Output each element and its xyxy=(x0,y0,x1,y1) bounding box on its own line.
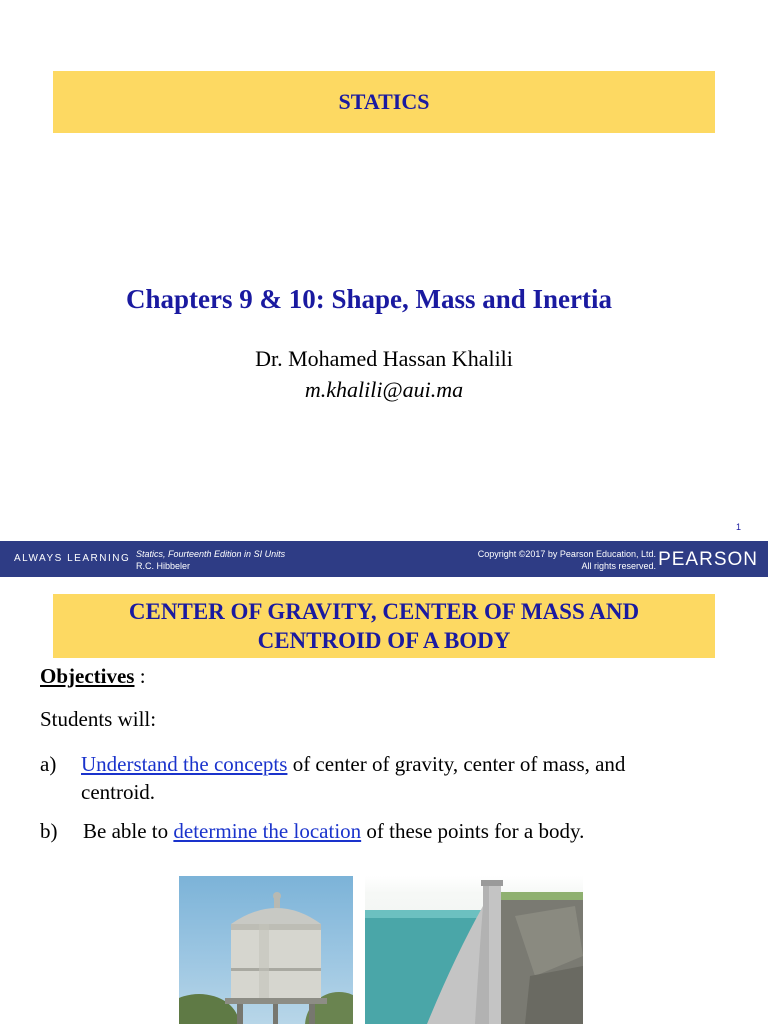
footer-book-info xyxy=(136,548,285,572)
item-a-marker: a) xyxy=(40,752,57,776)
section-heading xyxy=(129,597,639,655)
section-heading-bar xyxy=(53,594,715,658)
dam-illustration xyxy=(365,876,583,1024)
section-heading-line-2: CENTROID OF A BODY xyxy=(257,628,511,653)
dam-cross-section-illustration xyxy=(365,876,583,1024)
author-email[interactable]: m.khalili@aui.ma xyxy=(304,377,464,402)
item-a-rest: of center of gravity, center of mass, and centroid. xyxy=(81,752,626,804)
pearson-logo: PEARSON xyxy=(658,549,758,570)
chapter-title: Chapters 9 & 10: Shape, Mass and Inertia xyxy=(125,284,613,314)
water-tower-illustration xyxy=(179,876,353,1024)
footer-band xyxy=(0,541,768,577)
footer-copyright xyxy=(478,548,656,572)
course-title: STATICS xyxy=(338,89,430,114)
footer-book-title: Statics, Fourteenth Edition in SI Units xyxy=(136,549,286,559)
item-b-marker: b) xyxy=(40,819,58,843)
understand-concepts-link[interactable]: Understand the concepts xyxy=(81,752,288,776)
item-b-text xyxy=(83,819,723,844)
objectives-colon: : xyxy=(134,664,146,688)
water-tower-photo xyxy=(179,876,353,1024)
item-b-rest: of these points for a body. xyxy=(361,819,585,843)
determine-location-link[interactable]: determine the location xyxy=(173,819,362,843)
footer-tagline: ALWAYS LEARNING xyxy=(14,553,131,564)
objectives-label: Objectives xyxy=(40,664,135,688)
section-heading-line-1: CENTER OF GRAVITY, CENTER OF MASS AND xyxy=(128,599,640,624)
title-bar xyxy=(53,71,715,133)
item-b-prefix: Be able to xyxy=(83,819,174,843)
item-a-text xyxy=(81,750,701,806)
copyright-line-1: Copyright ©2017 by Pearson Education, Ltd. xyxy=(477,549,656,559)
objectives-line xyxy=(40,664,146,689)
footer-book-author: R.C. Hibbeler xyxy=(136,561,191,571)
page-number: 1 xyxy=(736,522,742,532)
students-will: Students will: xyxy=(40,707,157,731)
author-name: Dr. Mohamed Hassan Khalili xyxy=(255,346,513,371)
copyright-line-2: All rights reserved. xyxy=(581,561,656,571)
